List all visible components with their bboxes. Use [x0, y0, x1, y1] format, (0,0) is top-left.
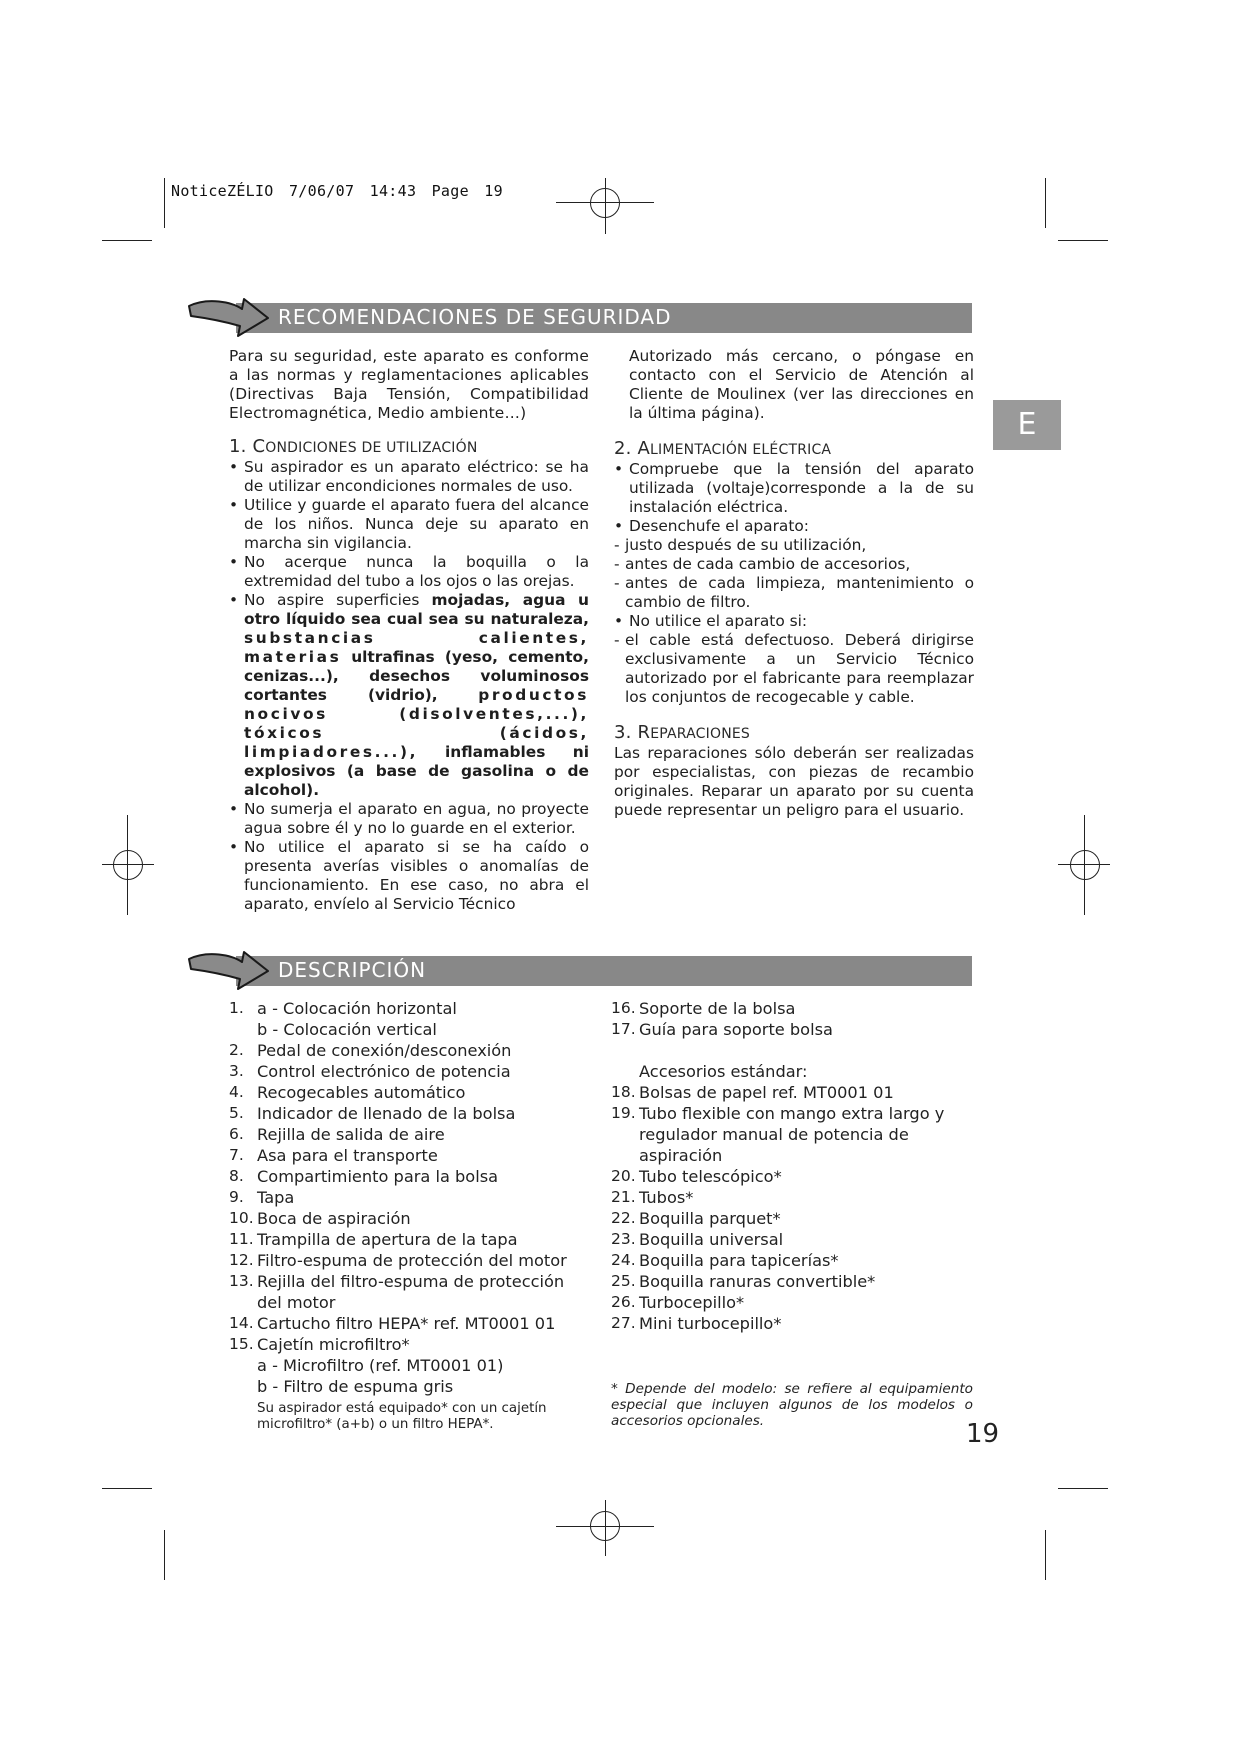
item-number: 27.	[611, 1314, 636, 1332]
list-item	[611, 1187, 981, 1208]
arrow-icon	[186, 296, 272, 344]
footnote: * Depende del modelo: se refiere al equipamiento especial que incluyen algunos de los modelos o accesorios opcionales.	[611, 1381, 973, 1429]
print-slug: NoticeZÉLIO 7/06/07 14:43 Page 19	[171, 182, 503, 200]
equipment-note: Su aspirador está equipado* con un cajetín microfiltro* (a+b) o un filtro HEPA*.	[257, 1401, 547, 1432]
list-item	[611, 998, 981, 1019]
list-item	[229, 1334, 599, 1355]
item-text: Pedal de conexión/desconexión	[257, 1041, 512, 1060]
item-number: 24.	[611, 1251, 636, 1269]
subheading-repairs: 3. REPARACIONES	[614, 722, 751, 743]
item-text: Tubo telescópico*	[639, 1167, 782, 1186]
item-number: 2.	[229, 1041, 244, 1059]
item-number: 6.	[229, 1125, 244, 1143]
list-item	[611, 1208, 981, 1229]
section-banner-description	[236, 956, 972, 986]
list-item	[611, 1292, 981, 1313]
item-text: Trampilla de apertura de la tapa	[257, 1230, 518, 1249]
item-number: 5.	[229, 1104, 244, 1122]
item-text: Cartucho filtro HEPA* ref. MT0001 01	[257, 1314, 556, 1333]
list-item	[229, 1082, 599, 1103]
item-text: Indicador de llenado de la bolsa	[257, 1104, 516, 1123]
list-item: • No utilice el aparato si se ha caído o presenta averías visibles o anomalías de funcionamiento. En ese caso, no abra el aparato, envíelo al Servicio Técnico	[229, 838, 589, 914]
item-continuation: del motor	[257, 1293, 336, 1312]
list-item-warning: • No aspire superficies mojadas, agua u otro líquido sea cual sea su naturaleza, substancias calientes, materias ultrafinas (yeso, cemento, cenizas...), desechos voluminosos cortantes (vidrio), productos nocivos (disolventes,...), tóxicos (ácidos, limpiadores...), inflamables ni explosivos (a base de gasolina o de alcohol).	[229, 591, 589, 800]
item-text: Tubo flexible con mango extra largo y	[639, 1104, 945, 1123]
item-number: 26.	[611, 1293, 636, 1311]
repairs-paragraph: Las reparaciones sólo deberán ser realizadas por especialistas, con piezas de recambio originales. Reparar un aparato por su cuenta puede representar un peligro para el usuario.	[614, 744, 974, 819]
list-item: • Desenchufe el aparato:	[614, 517, 974, 536]
item-continuation: aspiración	[639, 1146, 723, 1165]
item-text: Filtro-espuma de protección del motor	[257, 1251, 567, 1270]
list-item	[611, 1082, 981, 1103]
item-number: 4.	[229, 1083, 244, 1101]
list-item	[229, 1271, 599, 1292]
item-text: Boquilla para tapicerías*	[639, 1251, 839, 1270]
item-continuation: a - Microfiltro (ref. MT0001 01)	[257, 1356, 504, 1375]
subheading-power: 2. ALIMENTACIÓN ELÉCTRICA	[614, 438, 832, 459]
item-text: Control electrónico de potencia	[257, 1062, 511, 1081]
item-text: Boca de aspiración	[257, 1209, 411, 1228]
list-item	[229, 1061, 599, 1082]
item-number: 20.	[611, 1167, 636, 1185]
list-item	[611, 1250, 981, 1271]
item-text: Turbocepillo*	[639, 1293, 745, 1312]
list-item	[611, 1229, 981, 1250]
item-text: Tapa	[257, 1188, 295, 1207]
item-number: 13.	[229, 1272, 254, 1290]
section-title: RECOMENDACIONES DE SEGURIDAD	[278, 305, 672, 329]
item-continuation: regulador manual de potencia de	[639, 1125, 909, 1144]
list-item	[229, 998, 599, 1019]
item-number: 23.	[611, 1230, 636, 1248]
list-item: - antes de cada cambio de accesorios,	[614, 555, 974, 574]
list-item	[611, 1166, 981, 1187]
item-number: 16.	[611, 999, 636, 1017]
item-text: Guía para soporte bolsa	[639, 1020, 833, 1039]
list-item	[229, 1208, 599, 1229]
arrow-icon	[186, 949, 272, 997]
item-continuation: b - Colocación vertical	[257, 1020, 437, 1039]
item-text: Soporte de la bolsa	[639, 999, 796, 1018]
item-number: 11.	[229, 1230, 254, 1248]
list-item: - justo después de su utilización,	[614, 536, 974, 555]
list-item: • No acerque nunca la boquilla o la extremidad del tubo a los ojos o las orejas.	[229, 553, 589, 591]
item-number: 7.	[229, 1146, 244, 1164]
list-item	[229, 1166, 599, 1187]
item-number: 18.	[611, 1083, 636, 1101]
item-text: a - Colocación horizontal	[257, 999, 457, 1018]
list-item	[229, 1250, 599, 1271]
safety-right-column	[614, 347, 974, 820]
item-number: 12.	[229, 1251, 254, 1269]
safety-left-column	[229, 347, 589, 914]
list-item	[611, 1019, 981, 1040]
item-text: Asa para el transporte	[257, 1146, 438, 1165]
item-number: 14.	[229, 1314, 254, 1332]
list-item: - el cable está defectuoso. Deberá dirigirse exclusivamente a un Servicio Técnico autorizado por el fabricante para reemplazar los conjuntos de recogecable y cable.	[614, 631, 974, 707]
list-item: • Su aspirador es un aparato eléctrico: se ha de utilizar encondiciones normales de uso.	[229, 458, 589, 496]
intro-paragraph: Para su seguridad, este aparato es conforme a las normas y reglamentaciones aplicables (Directivas Baja Tensión, Compatibilidad Electromagnética, Medio ambiente…)	[229, 347, 589, 422]
item-number: 8.	[229, 1167, 244, 1185]
item-number: 17.	[611, 1020, 636, 1038]
item-text: Boquilla parquet*	[639, 1209, 781, 1228]
list-item: • Compruebe que la tensión del aparato utilizada (voltaje)corresponde a la de su instalación eléctrica.	[614, 460, 974, 517]
subheading-conditions: 1. CONDICIONES DE UTILIZACIÓN	[229, 436, 478, 457]
list-item	[229, 1124, 599, 1145]
section-title: DESCRIPCIÓN	[278, 958, 427, 982]
parts-list-right	[611, 998, 981, 1334]
list-item	[229, 1187, 599, 1208]
item-number: 1.	[229, 999, 244, 1017]
accessories-label: Accesorios estándar:	[639, 1062, 808, 1081]
list-item	[229, 1145, 599, 1166]
language-tab: E	[993, 400, 1061, 450]
continued-paragraph: Autorizado más cercano, o póngase en contacto con el Servicio de Atención al Cliente de Moulinex (ver las direcciones en la última página).	[629, 347, 974, 422]
item-number: 3.	[229, 1062, 244, 1080]
list-item	[229, 1229, 599, 1250]
list-item	[229, 1040, 599, 1061]
parts-list-left	[229, 998, 599, 1433]
item-text: Rejilla de salida de aire	[257, 1125, 445, 1144]
list-item	[611, 1103, 981, 1124]
item-text: Bolsas de papel ref. MT0001 01	[639, 1083, 894, 1102]
list-item	[229, 1103, 599, 1124]
list-item	[229, 1313, 599, 1334]
list-item	[611, 1313, 981, 1334]
item-text: Compartimiento para la bolsa	[257, 1167, 499, 1186]
item-number: 25.	[611, 1272, 636, 1290]
item-text: Cajetín microfiltro*	[257, 1335, 410, 1354]
item-text: Boquilla universal	[639, 1230, 784, 1249]
item-number: 15.	[229, 1335, 254, 1353]
item-number: 10.	[229, 1209, 254, 1227]
item-text: Tubos*	[639, 1188, 694, 1207]
section-banner-safety	[236, 303, 972, 333]
item-text: Mini turbocepillo*	[639, 1314, 782, 1333]
list-item	[611, 1271, 981, 1292]
list-item: • Utilice y guarde el aparato fuera del alcance de los niños. Nunca deje su aparato en marcha sin vigilancia.	[229, 496, 589, 553]
item-number: 21.	[611, 1188, 636, 1206]
list-item: • No utilice el aparato si:	[614, 612, 974, 631]
list-item: • No sumerja el aparato en agua, no proyecte agua sobre él y no lo guarde en el exterior.	[229, 800, 589, 838]
item-number: 9.	[229, 1188, 244, 1206]
page-number: 19	[966, 1419, 1000, 1449]
item-continuation: b - Filtro de espuma gris	[257, 1377, 454, 1396]
item-number: 22.	[611, 1209, 636, 1227]
item-text: Rejilla del filtro-espuma de protección	[257, 1272, 565, 1291]
list-item: - antes de cada limpieza, mantenimiento o cambio de filtro.	[614, 574, 974, 612]
item-number: 19.	[611, 1104, 636, 1122]
item-text: Boquilla ranuras convertible*	[639, 1272, 876, 1291]
item-text: Recogecables automático	[257, 1083, 466, 1102]
